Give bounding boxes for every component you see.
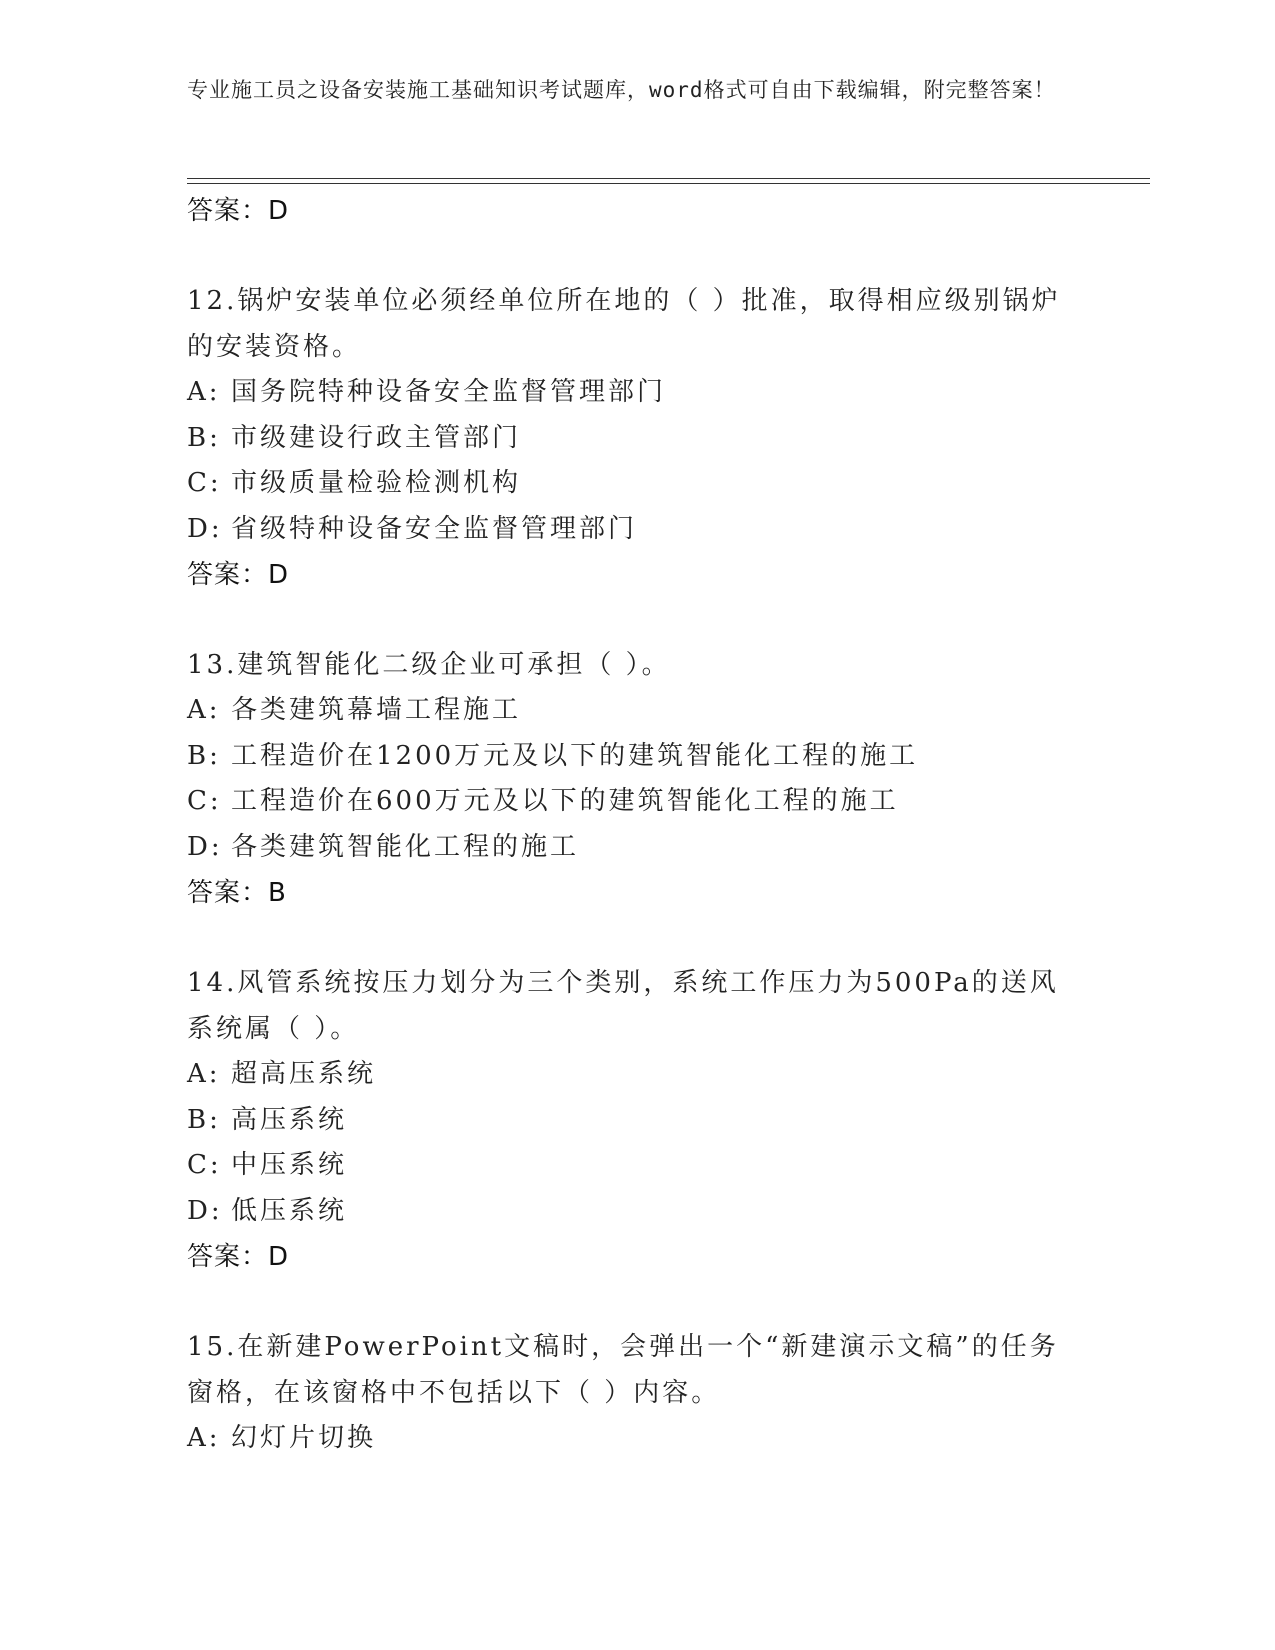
option-letter: A: — [187, 377, 221, 407]
question-item — [187, 1324, 1087, 1462]
option-letter: B: — [187, 422, 221, 453]
option-a — [187, 370, 1087, 416]
option-letter: D: — [187, 513, 223, 544]
answer-line: 答案：D — [187, 196, 290, 226]
answer-line: 答案：D — [187, 1242, 290, 1272]
option-letter: A: — [187, 1423, 221, 1453]
document-header: 专业施工员之设备安装施工基础知识考试题库，word格式可自由下载编辑，附完整答案！ — [187, 78, 1056, 102]
option-text: 中压系统 — [231, 1150, 348, 1180]
option-letter: B: — [187, 1104, 221, 1135]
question-stem: 15.在新建PowerPoint文稿时，会弹出一个“新建演示文稿”的任务窗格，在该窗格中不包括以下（ ）内容。 — [187, 1332, 1059, 1408]
option-letter: D: — [187, 831, 223, 862]
option-letter: A: — [187, 1059, 221, 1089]
option-text: 工程造价在600万元及以下的建筑智能化工程的施工 — [231, 786, 899, 816]
option-text: 超高压系统 — [231, 1059, 377, 1089]
question-stem: 13.建筑智能化二级企业可承担（ ）。 — [187, 650, 671, 680]
option-d — [187, 507, 1087, 553]
option-d — [187, 825, 1087, 871]
option-text: 工程造价在1200万元及以下的建筑智能化工程的施工 — [231, 740, 919, 771]
option-letter: B: — [187, 740, 221, 771]
option-a — [187, 1052, 1087, 1098]
option-d — [187, 1189, 1087, 1235]
option-text: 省级特种设备安全监督管理部门 — [231, 513, 638, 544]
option-a — [187, 688, 1087, 734]
option-a — [187, 1416, 1087, 1462]
question-item — [187, 960, 1087, 1280]
option-c — [187, 461, 1087, 507]
question-stem: 12.锅炉安装单位必须经单位所在地的（ ）批准，取得相应级别锅炉的安装资格。 — [187, 286, 1061, 362]
question-list — [187, 188, 1087, 1462]
option-letter: C: — [187, 468, 222, 498]
option-text: 各类建筑智能化工程的施工 — [231, 831, 580, 862]
question-item — [187, 642, 1087, 916]
answer-line: 答案：D — [187, 560, 290, 590]
option-text: 市级建设行政主管部门 — [231, 422, 522, 453]
header-rule-bottom — [187, 183, 1150, 184]
question-item — [187, 278, 1087, 598]
option-text: 幻灯片切换 — [231, 1423, 377, 1453]
option-b — [187, 1098, 1087, 1144]
option-letter: D: — [187, 1195, 223, 1226]
question-stem: 14.风管系统按压力划分为三个类别，系统工作压力为500Pa的送风系统属（ ）。 — [187, 968, 1059, 1044]
option-b — [187, 734, 1087, 780]
answer-line: 答案：B — [187, 878, 287, 908]
option-b — [187, 416, 1087, 462]
option-text: 低压系统 — [231, 1195, 348, 1226]
option-letter: A: — [187, 695, 221, 725]
option-c — [187, 779, 1087, 825]
option-letter: C: — [187, 1150, 222, 1180]
option-text: 高压系统 — [231, 1104, 348, 1135]
header-rule-top — [187, 178, 1150, 179]
option-text: 市级质量检验检测机构 — [231, 468, 522, 498]
option-c — [187, 1143, 1087, 1189]
option-text: 国务院特种设备安全监督管理部门 — [231, 377, 667, 407]
option-text: 各类建筑幕墙工程施工 — [231, 695, 522, 725]
option-letter: C: — [187, 786, 222, 816]
